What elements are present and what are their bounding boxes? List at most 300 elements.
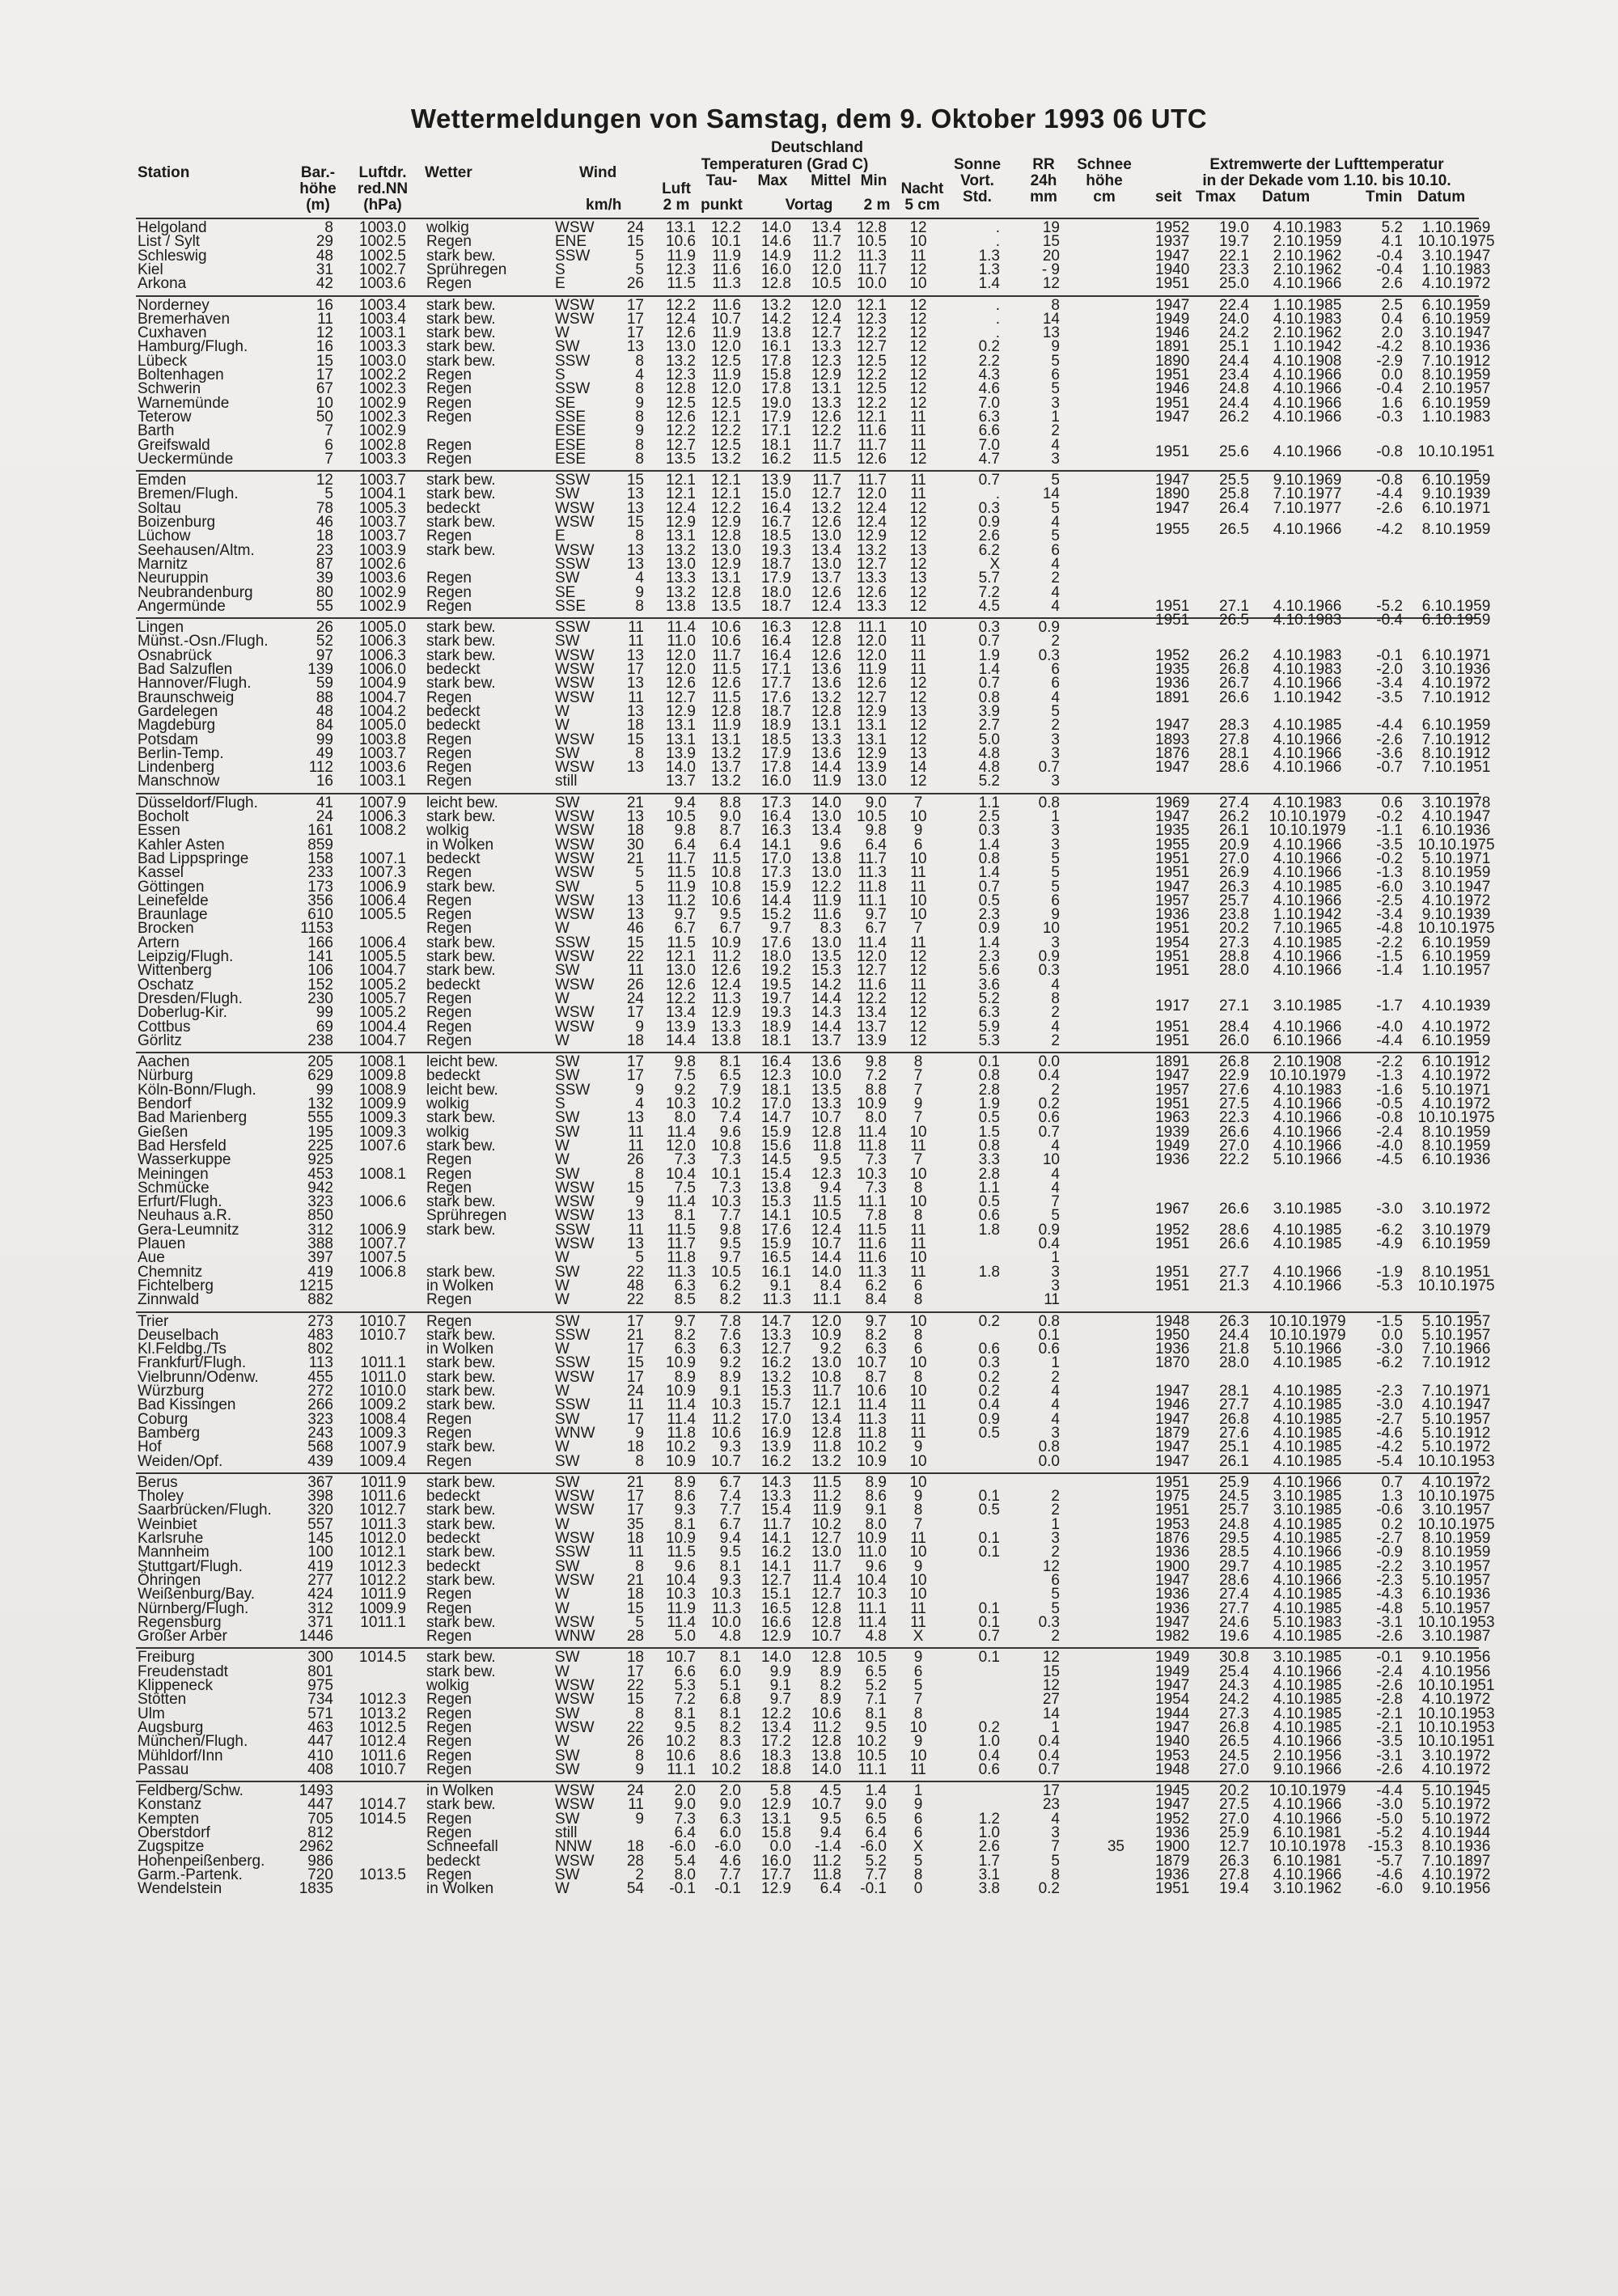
extreme-tmax-date: 10.10.1979 [1269, 1782, 1346, 1800]
cell-mittel: 10.5 [811, 1207, 841, 1225]
cell-air-temp: 13.0 [666, 962, 696, 980]
cell-air-temp: 11.0 [667, 633, 696, 650]
extreme-since: 1951 [1155, 962, 1190, 980]
extreme-since: 1952 [1155, 646, 1190, 664]
cell-sun: 0.2 [978, 1718, 1000, 1736]
cell-min: 12.6 [857, 450, 887, 468]
extreme-tmax: 26.2 [1219, 408, 1249, 426]
cell-wind-dir: WSW [555, 1018, 595, 1036]
cell-height: 323 [307, 1410, 333, 1428]
extreme-since: 1900 [1155, 1838, 1190, 1856]
col-vortag: Vortag [785, 197, 833, 214]
extreme-since: 1947 [1155, 878, 1190, 896]
extreme-tmin-date: 10.10.1953 [1417, 1613, 1495, 1631]
cell-height: 7 [324, 450, 333, 468]
cell-wind-speed: 15 [626, 1599, 644, 1617]
cell-air-temp: 8.1 [674, 1515, 696, 1533]
cell-wind-speed: 15 [626, 1354, 644, 1372]
extreme-tmax-date: 2.10.1959 [1273, 233, 1342, 251]
cell-sun: 0.7 [978, 878, 1000, 896]
extreme-tmin: -1.5 [1376, 1312, 1403, 1330]
cell-station: Ueckermünde [138, 450, 234, 468]
cell-rain: 3 [1051, 1824, 1060, 1841]
cell-wind-dir: SW [555, 633, 580, 650]
cell-max: 12.9 [761, 1880, 791, 1898]
cell-pressure: 1002.9 [358, 394, 406, 412]
col-min-2m: 2 m [863, 197, 891, 214]
cell-dewpoint: 9.3 [719, 1438, 741, 1456]
extreme-tmax-date: 4.10.1985 [1273, 1705, 1342, 1722]
cell-air-temp: 9.2 [674, 1081, 696, 1099]
extreme-since: 1879 [1155, 1424, 1190, 1442]
cell-height: 97 [316, 646, 333, 664]
cell-max: 19.5 [761, 976, 791, 993]
cell-mittel: 12.9 [811, 366, 841, 383]
cell-mittel: 9.5 [820, 1810, 841, 1828]
cell-wind-dir: SSW [555, 247, 591, 265]
cell-pressure: 1006.6 [358, 1193, 406, 1211]
cell-night: 10 [909, 1571, 927, 1589]
cell-rain: 0.9 [1038, 619, 1060, 637]
cell-mittel: 14.2 [811, 976, 841, 993]
cell-sun: 1.1 [978, 1179, 1000, 1197]
col-bar-2: höhe [299, 180, 337, 197]
extreme-tmin: -3.4 [1376, 675, 1403, 693]
extreme-tmin: -1.7 [1376, 997, 1403, 1015]
cell-night: 7 [913, 1067, 923, 1085]
extreme-tmin-date: 5.10.1957 [1421, 1326, 1491, 1344]
cell-height: 1835 [299, 1880, 333, 1898]
cell-mittel: 13.6 [811, 675, 841, 693]
cell-wind-dir: SW [555, 1123, 580, 1141]
cell-rain: 2 [1051, 1628, 1060, 1646]
cell-weather: Regen [426, 744, 472, 762]
cell-pressure: 1002.9 [358, 597, 406, 615]
extreme-tmax-date: 4.10.1966 [1273, 759, 1342, 777]
cell-night: 5 [913, 1852, 923, 1870]
cell-pressure: 1003.7 [358, 514, 406, 531]
extreme-tmin-date: 5.10.1957 [1421, 1410, 1491, 1428]
cell-wind-dir: W [555, 1249, 570, 1267]
cell-weather: stark bew. [426, 1221, 496, 1239]
cell-air-temp: 5.4 [674, 1852, 696, 1870]
extreme-tmin: 2.5 [1381, 296, 1403, 314]
cell-station: Münst.-Osn./Flugh. [138, 633, 269, 650]
cell-height: 16 [316, 773, 333, 790]
cell-max: 18.1 [761, 1032, 791, 1049]
cell-wind-speed: 18 [626, 822, 644, 840]
cell-max: 12.3 [761, 1067, 791, 1085]
cell-min: 9.0 [865, 1796, 887, 1814]
cell-sun: 0.8 [978, 1137, 1000, 1154]
cell-height: 419 [307, 1557, 333, 1575]
cell-air-temp: 13.0 [666, 555, 696, 573]
cell-weather: Regen [426, 920, 472, 938]
extreme-tmin-date: 10.10.1953 [1417, 1718, 1495, 1736]
extreme-tmin: -6.2 [1376, 1221, 1403, 1239]
extreme-tmax: 28.6 [1219, 1221, 1249, 1239]
cell-max: 13.9 [761, 1438, 791, 1456]
extreme-tmin-date: 10.10.1975 [1417, 920, 1495, 938]
cell-height: 52 [316, 633, 333, 650]
cell-weather: Sprühregen [426, 261, 507, 278]
cell-wind-dir: S [555, 366, 565, 383]
extreme-tmin-date: 6.10.1936 [1421, 822, 1491, 840]
table-row [0, 1181, 1618, 1196]
cell-night: 12 [909, 731, 927, 748]
cell-weather: Regen [426, 688, 472, 706]
cell-sun: 0.6 [978, 1760, 1000, 1778]
cell-sun: 0.2 [978, 1383, 1000, 1400]
cell-height: 447 [307, 1796, 333, 1814]
cell-dewpoint: 6.7 [719, 920, 741, 938]
cell-wind-dir: WSW [555, 1691, 595, 1709]
cell-min: 11.9 [858, 661, 887, 678]
extreme-since: 1946 [1155, 324, 1190, 342]
col-snow-2: höhe [1086, 172, 1123, 189]
cell-night: 10 [909, 1123, 927, 1141]
extreme-tmin-date: 10.10.1975 [1417, 233, 1495, 251]
cell-pressure: 1002.8 [358, 436, 406, 454]
cell-height: 78 [316, 499, 333, 517]
cell-air-temp: 11.4 [667, 1410, 696, 1428]
cell-station: Coburg [138, 1410, 188, 1428]
cell-dewpoint: 8.2 [719, 1291, 741, 1309]
col-bar-3: (m) [306, 197, 330, 214]
cell-dewpoint: 12.8 [711, 702, 741, 720]
cell-min: 12.1 [857, 296, 887, 314]
cell-air-temp: 10.2 [666, 1438, 696, 1456]
cell-rain: 0.2 [1038, 1095, 1060, 1112]
extreme-tmax: 29.5 [1219, 1530, 1249, 1547]
cell-air-temp: 12.2 [666, 296, 696, 314]
cell-weather: stark bew. [426, 247, 496, 265]
cell-pressure: 1009.9 [358, 1095, 406, 1112]
cell-night: 10 [909, 1312, 927, 1330]
extreme-tmax: 26.5 [1219, 1733, 1249, 1751]
cell-weather: stark bew. [426, 352, 496, 370]
cell-dewpoint: 12.8 [711, 527, 741, 545]
cell-dewpoint: 9.2 [719, 1354, 741, 1372]
cell-min: 11.8 [858, 1424, 887, 1442]
cell-station: Nürburg [138, 1067, 193, 1085]
cell-wind-dir: ENE [555, 233, 587, 251]
cell-rain: 3 [1051, 1277, 1060, 1294]
cell-dewpoint: 10.3 [711, 1396, 741, 1414]
cell-sun: 7.0 [978, 436, 1000, 454]
cell-height: 8 [324, 219, 333, 236]
cell-max: 15.0 [761, 485, 791, 503]
cell-min: 10.3 [857, 1165, 887, 1183]
cell-pressure: 1009.9 [358, 1599, 406, 1617]
extreme-tmax-date: 4.10.1966 [1273, 1733, 1342, 1751]
cell-wind-dir: SW [555, 1705, 580, 1722]
cell-dewpoint: 11.9 [712, 366, 741, 383]
cell-height: 106 [307, 962, 333, 980]
cell-dewpoint: 11.2 [712, 1410, 741, 1428]
cell-rain: 5 [1051, 1599, 1060, 1617]
cell-pressure: 1002.7 [358, 261, 406, 278]
extreme-since: 1947 [1155, 247, 1190, 265]
extreme-tmax: 27.0 [1219, 849, 1249, 867]
cell-wind-dir: W [555, 1341, 570, 1358]
extreme-since: 1949 [1155, 1663, 1190, 1680]
cell-air-temp: 9.8 [674, 1053, 696, 1071]
cell-rain: 2 [1051, 1368, 1060, 1386]
cell-wind-speed: 13 [626, 675, 644, 693]
cell-mittel: 11.5 [812, 450, 841, 468]
cell-rain: 12 [1042, 275, 1060, 293]
cell-dewpoint: 8.1 [719, 1557, 741, 1575]
cell-wind-speed: 8 [635, 436, 644, 454]
cell-night: 9 [913, 1438, 923, 1456]
cell-pressure: 1007.3 [358, 864, 406, 882]
extreme-tmax-date: 4.10.1985 [1273, 1628, 1342, 1646]
cell-air-temp: 12.0 [666, 1137, 696, 1154]
cell-pressure: 1003.6 [358, 570, 406, 587]
cell-mittel: 12.4 [811, 597, 841, 615]
cell-max: 15.7 [761, 1396, 791, 1414]
extreme-tmax: 27.8 [1219, 731, 1249, 748]
cell-wind-speed: 17 [626, 1067, 644, 1085]
cell-mittel: 13.3 [811, 338, 841, 356]
cell-dewpoint: 7.3 [719, 1151, 741, 1169]
cell-pressure: 1011.9 [360, 1473, 406, 1491]
cell-mittel: 12.2 [811, 878, 841, 896]
cell-height: 233 [307, 864, 333, 882]
cell-weather: Regen [426, 1179, 472, 1197]
cell-mittel: 13.0 [811, 934, 841, 951]
cell-night: 12 [909, 324, 927, 342]
cell-max: 16.7 [761, 514, 791, 531]
cell-weather: Regen [426, 864, 472, 882]
cell-wind-dir: SW [555, 485, 580, 503]
cell-station: Oschatz [138, 976, 194, 993]
extreme-tmin-date: 8.10.1936 [1421, 1838, 1491, 1856]
cell-pressure: 1007.6 [358, 1137, 406, 1154]
extreme-tmin-date: 7.10.1966 [1421, 1341, 1491, 1358]
cell-min: 11.8 [858, 1137, 887, 1154]
cell-max: 18.1 [761, 436, 791, 454]
cell-sun: 0.1 [978, 1649, 1000, 1667]
extreme-tmax: 28.1 [1219, 1383, 1249, 1400]
cell-night: 14 [909, 759, 927, 777]
cell-wind-dir: WSW [555, 1718, 595, 1736]
cell-height: 571 [307, 1705, 333, 1722]
extreme-tmax-date: 4.10.1966 [1273, 1123, 1342, 1141]
cell-wind-dir: WSW [555, 1852, 595, 1870]
cell-min: 12.6 [857, 675, 887, 693]
cell-min: 11.4 [858, 1123, 887, 1141]
cell-min: 11.6 [858, 1235, 887, 1252]
col-night-2: 5 cm [904, 197, 940, 214]
extreme-tmax-date: 4.10.1908 [1273, 352, 1342, 370]
cell-max: 17.3 [761, 794, 791, 811]
extreme-tmin-date: 7.10.1912 [1421, 352, 1491, 370]
cell-night: 12 [909, 310, 927, 328]
cell-height: 610 [307, 906, 333, 924]
extreme-tmin-date: 7.10.1971 [1421, 1383, 1491, 1400]
cell-air-temp: 12.1 [666, 948, 696, 965]
cell-pressure: 1006.4 [358, 934, 406, 951]
cell-station: Meiningen [138, 1165, 209, 1183]
cell-mittel: 11.7 [812, 233, 841, 251]
cell-wind-speed: 15 [626, 1179, 644, 1197]
extreme-tmin-date: 4.10.1956 [1421, 1663, 1491, 1680]
col-dewpoint-1: Tau- [705, 172, 738, 189]
cell-wind-dir: W [555, 702, 570, 720]
cell-weather: Regen [426, 1424, 472, 1442]
cell-air-temp: 12.6 [666, 675, 696, 693]
cell-height: 158 [307, 849, 333, 867]
cell-wind-speed: 8 [635, 1557, 644, 1575]
cell-min: 11.3 [858, 1410, 887, 1428]
cell-wind-dir: W [555, 1733, 570, 1751]
cell-pressure: 1006.0 [358, 661, 406, 678]
cell-wind-speed: 8 [635, 450, 644, 468]
cell-height: 59 [316, 675, 333, 693]
cell-air-temp: 11.5 [667, 934, 696, 951]
cell-height: 388 [307, 1235, 333, 1252]
cell-air-temp: 12.1 [666, 485, 696, 503]
cell-mittel: 11.5 [812, 1473, 841, 1491]
extreme-tmax: 28.0 [1219, 962, 1249, 980]
cell-weather: bedeckt [426, 1488, 481, 1506]
cell-rain: 3 [1051, 731, 1060, 748]
extreme-since: 1952 [1155, 1221, 1190, 1239]
extreme-tmax: 26.8 [1219, 1053, 1249, 1071]
extreme-tmax-date: 4.10.1985 [1273, 1515, 1342, 1533]
cell-height: 356 [307, 892, 333, 909]
cell-pressure: 1002.2 [358, 366, 406, 383]
cell-min: 12.9 [857, 527, 887, 545]
cell-station: Tholey [138, 1488, 184, 1506]
extreme-tmin: -2.7 [1376, 1410, 1403, 1428]
cell-weather: stark bew. [426, 296, 496, 314]
cell-dewpoint: 11.9 [712, 717, 741, 735]
extreme-tmax-date: 5.10.1983 [1273, 1613, 1342, 1631]
extreme-tmax: 28.6 [1219, 759, 1249, 777]
cell-height: 84 [316, 717, 333, 735]
cell-min: 12.5 [857, 352, 887, 370]
cell-rain: 20 [1042, 247, 1060, 265]
cell-weather: Regen [426, 759, 472, 777]
cell-station: München/Flugh. [138, 1733, 248, 1751]
extreme-since: 1963 [1155, 1109, 1190, 1127]
cell-night: X [913, 1838, 924, 1856]
cell-weather: stark bew. [426, 541, 496, 559]
cell-dewpoint: 10.2 [711, 1095, 741, 1112]
cell-air-temp: 10.7 [666, 1649, 696, 1667]
extreme-tmin: -4.0 [1376, 1018, 1403, 1036]
cell-dewpoint: 6.0 [719, 1824, 741, 1841]
cell-pressure: 1002.3 [358, 380, 406, 398]
cell-rain: 12 [1042, 1649, 1060, 1667]
cell-height: 99 [316, 731, 333, 748]
cell-max: 15.6 [761, 1137, 791, 1154]
extreme-tmin-date: 3.10.1972 [1421, 1200, 1491, 1218]
cell-wind-speed: 9 [635, 1760, 644, 1778]
cell-sun: 0.2 [978, 1312, 1000, 1330]
cell-weather: bedeckt [426, 976, 481, 993]
cell-station: Essen [138, 822, 180, 840]
cell-mittel: 12.3 [811, 1165, 841, 1183]
cell-air-temp: 11.9 [667, 247, 696, 265]
cell-min: 9.1 [865, 1502, 887, 1519]
cell-sun: 0.5 [978, 892, 1000, 909]
cell-wind-dir: WSW [555, 906, 595, 924]
cell-air-temp: 10.4 [666, 1571, 696, 1589]
cell-station: Gardelegen [138, 702, 218, 720]
cell-max: 16.4 [761, 1053, 791, 1071]
cell-night: 8 [913, 1368, 923, 1386]
cell-weather: Regen [426, 1032, 472, 1049]
extreme-tmax: 26.4 [1219, 499, 1249, 517]
cell-mittel: 8.2 [820, 1677, 841, 1694]
extreme-tmin-date: 2.10.1957 [1421, 380, 1491, 398]
cell-max: 14.7 [761, 1312, 791, 1330]
extreme-since: 1947 [1155, 808, 1190, 825]
cell-rain: 5 [1051, 864, 1060, 882]
cell-night: 7 [913, 794, 923, 811]
cell-rain: 6 [1051, 541, 1060, 559]
extreme-tmax: 26.0 [1219, 1032, 1249, 1049]
cell-station: Feldberg/Schw. [138, 1782, 244, 1800]
cell-max: 17.6 [761, 688, 791, 706]
cell-wind-speed: 5 [635, 878, 644, 896]
cell-mittel: 13.0 [811, 808, 841, 825]
extreme-tmax: 19.7 [1219, 233, 1249, 251]
cell-weather: Regen [426, 570, 472, 587]
cell-station: Deuselbach [138, 1326, 219, 1344]
cell-mittel: 10.0 [811, 1067, 841, 1085]
extreme-tmax: 25.9 [1219, 1824, 1249, 1841]
cell-air-temp: 11.4 [667, 1123, 696, 1141]
cell-sun: 1.5 [978, 1123, 1000, 1141]
extreme-tmax: 24.8 [1219, 1515, 1249, 1533]
extreme-since: 1948 [1155, 1760, 1190, 1778]
cell-dewpoint: 11.2 [712, 948, 741, 965]
cell-height: 312 [307, 1221, 333, 1239]
extreme-tmin-date: 6.10.1971 [1421, 499, 1491, 517]
cell-min: 12.7 [857, 338, 887, 356]
cell-wind-speed: 11 [628, 1137, 644, 1154]
cell-weather: in Wolken [426, 1880, 494, 1898]
cell-max: 14.9 [761, 247, 791, 265]
extreme-tmin-date: 5.10.1957 [1421, 1599, 1491, 1617]
cell-height: 50 [316, 408, 333, 426]
cell-max: 17.8 [761, 352, 791, 370]
cell-wind-dir: SSW [555, 352, 591, 370]
extreme-tmax-date: 7.10.1965 [1273, 920, 1342, 938]
extreme-tmin: -5.3 [1376, 1277, 1403, 1294]
extreme-tmax-date: 4.10.1985 [1273, 934, 1342, 951]
cell-dewpoint: 11.7 [712, 646, 741, 664]
extreme-since: 1951 [1155, 597, 1190, 615]
cell-station: Braunschweig [138, 688, 235, 706]
cell-rain: 4 [1051, 1410, 1060, 1428]
cell-wind-dir: ESE [555, 450, 587, 468]
cell-min: 13.2 [857, 541, 887, 559]
cell-max: 14.6 [761, 233, 791, 251]
extreme-since: 1939 [1155, 1123, 1190, 1141]
cell-air-temp: 13.1 [666, 717, 696, 735]
cell-weather: stark bew. [426, 1383, 496, 1400]
cell-pressure: 1011.3 [360, 1515, 406, 1533]
extreme-since: 1949 [1155, 1137, 1190, 1154]
cell-air-temp: 11.5 [667, 1221, 696, 1239]
cell-rain: 2 [1051, 422, 1060, 440]
